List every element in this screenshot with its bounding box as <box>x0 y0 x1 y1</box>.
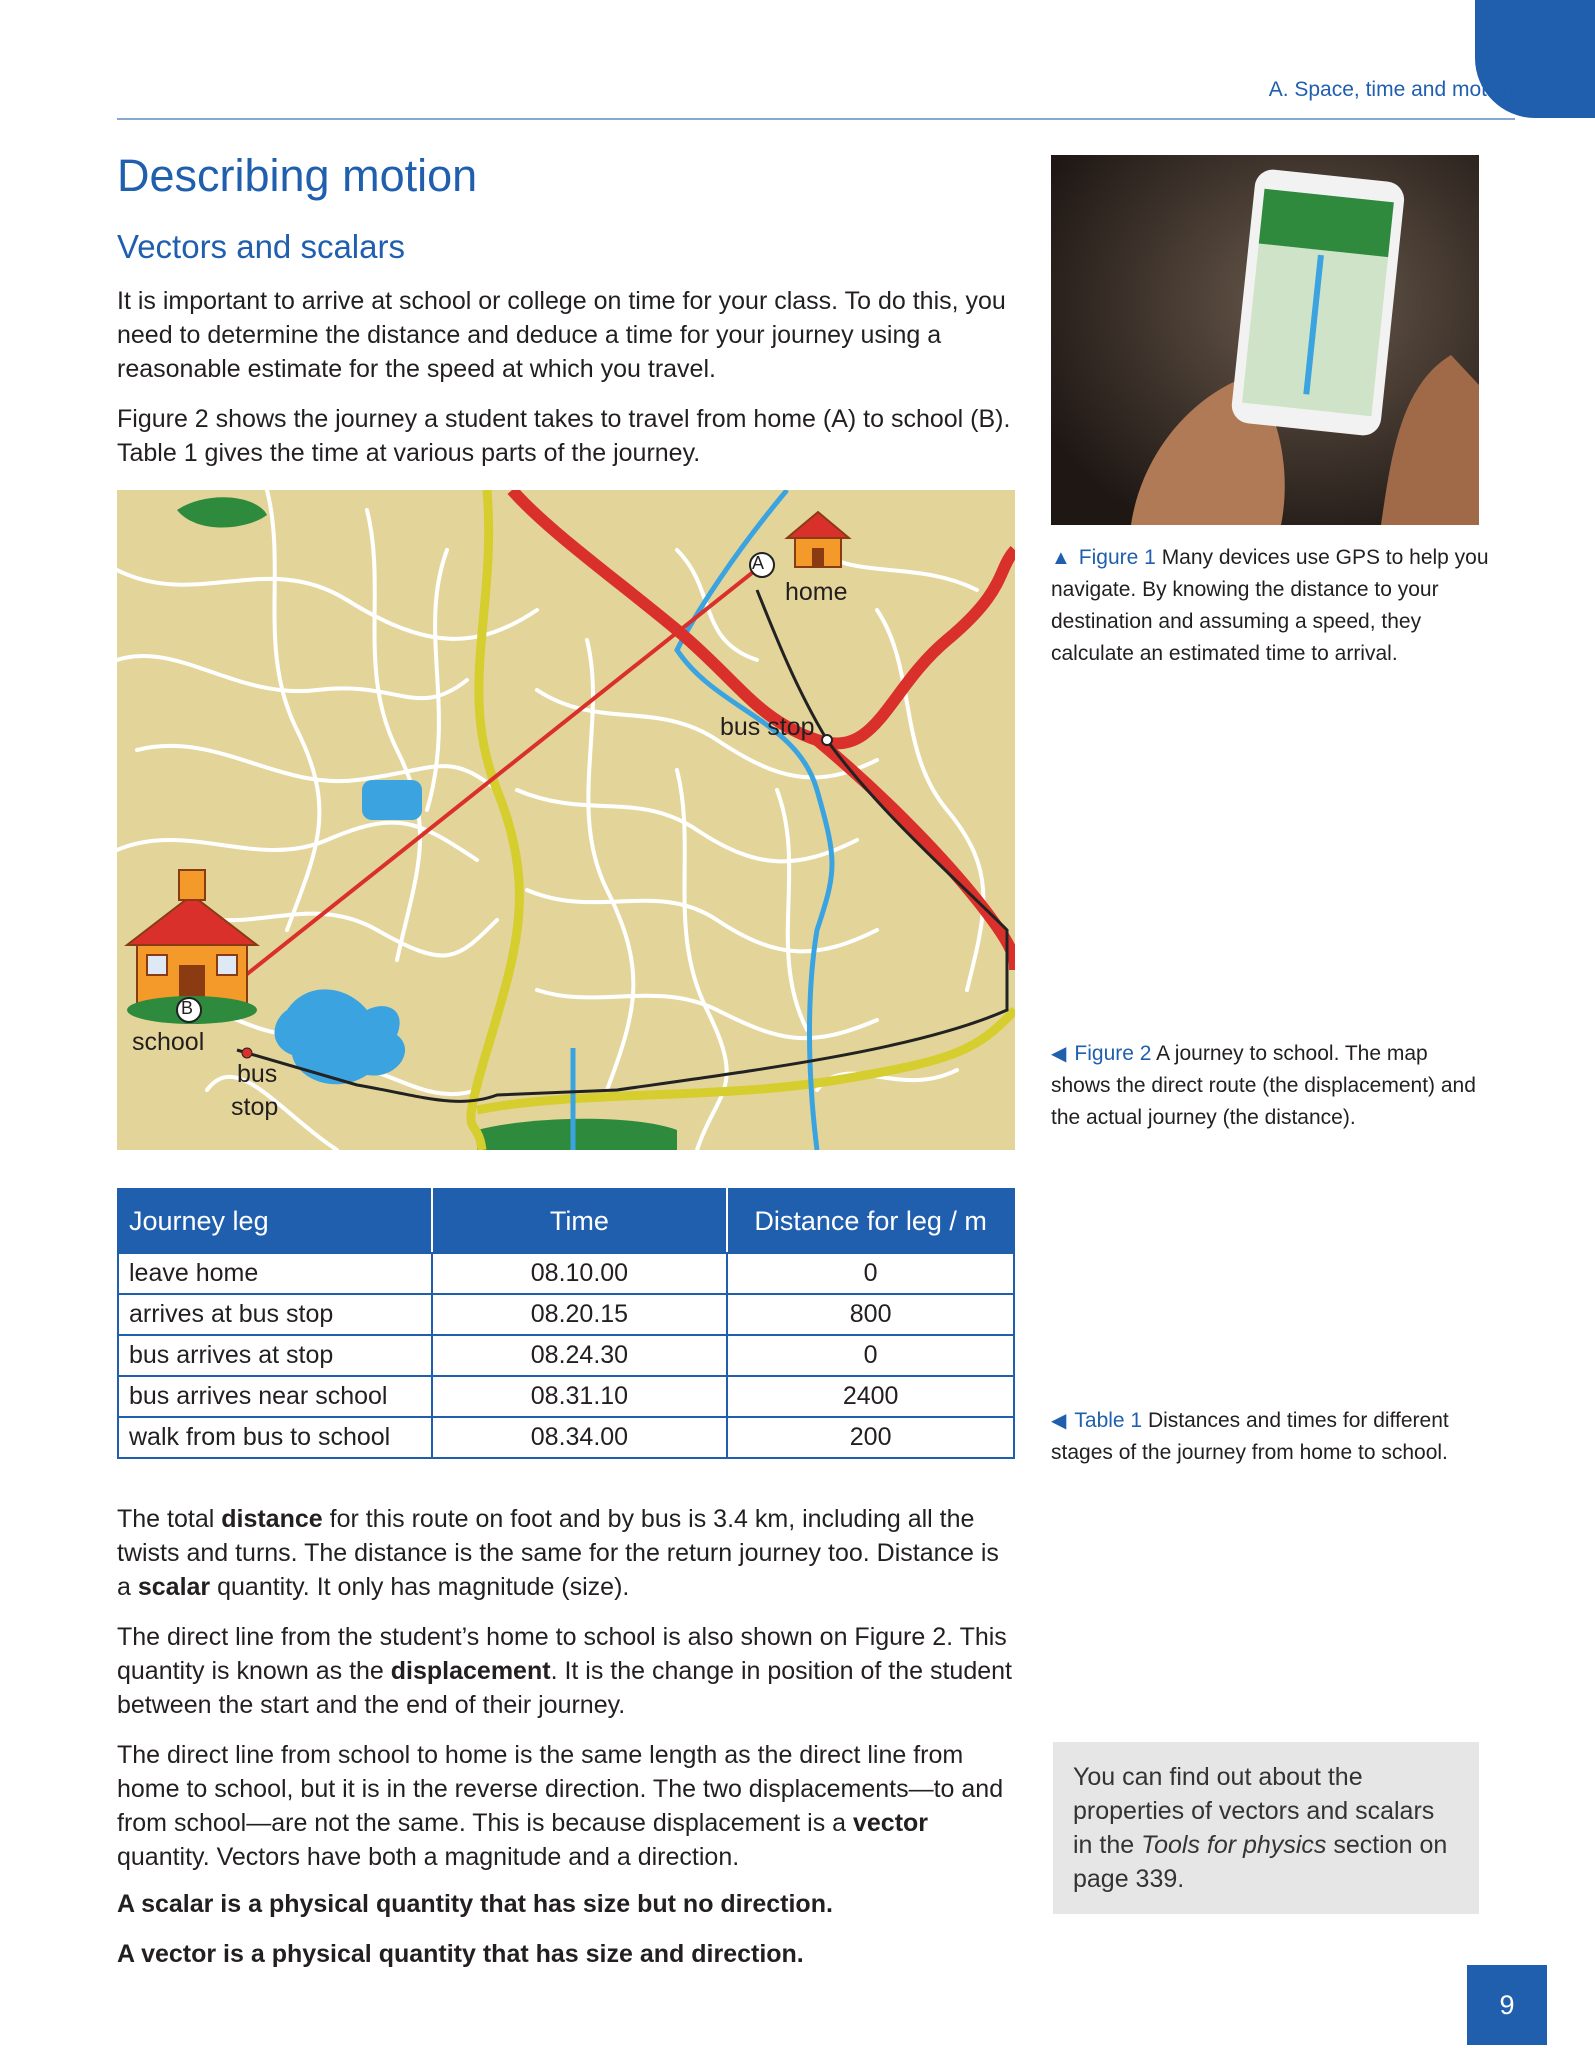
table-cell-distance: 2400 <box>727 1376 1014 1417</box>
page-title: Describing motion <box>117 150 478 201</box>
header-rule <box>117 118 1515 120</box>
figure1-label: Figure 1 <box>1078 546 1156 569</box>
journey-table <box>117 1188 1015 1459</box>
term-scalar: scalar <box>137 1573 211 1601</box>
table1-text: Distances and times for different stages of the journey from home to school. <box>1051 1409 1449 1464</box>
school-marker: B <box>181 998 194 1018</box>
table-row <box>118 1335 1014 1376</box>
table-row <box>118 1253 1014 1294</box>
phone-illustration <box>1051 155 1479 525</box>
table1-label: Table 1 <box>1074 1409 1143 1432</box>
section-subtitle: Vectors and scalars <box>117 228 405 265</box>
journey-map <box>117 490 1015 1150</box>
home-label: home <box>785 578 848 606</box>
tools-for-physics-note <box>1053 1742 1479 1914</box>
table-cell-distance: 200 <box>727 1417 1014 1458</box>
table-cell-time: 08.31.10 <box>432 1376 728 1417</box>
table-cell-time: 08.20.15 <box>432 1294 728 1335</box>
vector-definition: A vector is a physical quantity that has size and direction. <box>117 1940 804 1968</box>
table-row <box>118 1376 1014 1417</box>
table-cell-time: 08.34.00 <box>432 1417 728 1458</box>
home-marker: A <box>752 553 765 573</box>
table-cell-leg: bus arrives at stop <box>118 1335 432 1376</box>
term-displacement: displacement <box>390 1657 551 1685</box>
note-c: section on page 339. <box>1073 1831 1448 1893</box>
figure2-caption <box>1051 1038 1491 1134</box>
term-distance: distance <box>221 1505 323 1533</box>
table-header-row <box>118 1189 1014 1253</box>
table-cell-distance: 0 <box>727 1253 1014 1294</box>
p2-a: The direct line from the student’s home to school is also shown on Figure 2. This quantity is known as the <box>117 1623 1007 1685</box>
gps-phone-photo <box>1051 155 1479 525</box>
table-cell-leg: walk from bus to school <box>118 1417 432 1458</box>
caption-triangle-left-icon: ◀ <box>1051 1410 1067 1432</box>
p1-e: quantity. It only has magnitude (size). <box>210 1573 630 1601</box>
school-label: school <box>132 1028 205 1056</box>
table1-caption <box>1051 1405 1491 1469</box>
p3-c: quantity. Vectors have both a magnitude and a direction. <box>117 1843 740 1871</box>
intro-paragraph-2: Figure 2 shows the journey a student takes to travel from home (A) to school (B). Table 1 gives the time at various parts of the journey. <box>117 405 1011 467</box>
p1-c: for this route on foot and by bus is 3.4 km, including all the twists and turns. The distance is the same for the return journey too. Distance is a <box>117 1505 999 1601</box>
table-cell-leg: bus arrives near school <box>118 1376 432 1417</box>
table-cell-time: 08.24.30 <box>432 1335 728 1376</box>
intro-paragraph-1: It is important to arrive at school or college on time for your class. To do this, you need to determine the distance and deduce a time for your journey using a reasonable estimate for the speed at which you travel. <box>117 287 1006 383</box>
column-header-journey-leg: Journey leg <box>118 1189 432 1253</box>
chapter-title: A. Space, time and motion <box>1268 78 1515 101</box>
body-paragraph-vector <box>117 1738 1017 1874</box>
caption-triangle-up-icon: ▲ <box>1051 547 1071 569</box>
column-header-time: Time <box>432 1189 728 1253</box>
note-tools-for-physics: Tools for physics <box>1141 1831 1327 1859</box>
figure1-text: Many devices use GPS to help you navigate. By knowing the distance to your destination and assuming a speed, they calculate an estimated time to arrival. <box>1051 546 1489 665</box>
bus-stop-label-top: bus stop <box>720 713 815 741</box>
figure2-label: Figure 2 <box>1074 1042 1152 1065</box>
page-number: 9 <box>1467 1965 1547 2045</box>
table-row <box>118 1294 1014 1335</box>
figure2-text: A journey to school. The map shows the direct route (the displacement) and the actual journey (the distance). <box>1051 1042 1476 1129</box>
table-cell-distance: 800 <box>727 1294 1014 1335</box>
bus-stop-label-bottom-2: stop <box>231 1093 279 1121</box>
bus-stop-label-bottom-1: bus <box>237 1060 278 1088</box>
table-cell-distance: 0 <box>727 1335 1014 1376</box>
p2-c: . It is the change in position of the student between the start and the end of their journey. <box>117 1657 1012 1719</box>
note-a: You can find out about the properties of vectors and scalars in the <box>1073 1763 1435 1859</box>
table-cell-leg: arrives at bus stop <box>118 1294 432 1335</box>
figure1-caption <box>1051 542 1491 670</box>
map-drawing <box>117 490 1015 1150</box>
table-row <box>118 1417 1014 1458</box>
body-paragraph-displacement <box>117 1620 1017 1722</box>
body-paragraph-distance <box>117 1502 1017 1604</box>
p1-a: The total <box>117 1505 222 1533</box>
table-cell-time: 08.10.00 <box>432 1253 728 1294</box>
p3-a: The direct line from school to home is the same length as the direct line from home to school, but it is in the reverse direction. The two displacements—to and from school—are not the same. This is because displacement is a <box>117 1741 1004 1837</box>
term-vector: vector <box>853 1809 929 1837</box>
table-cell-leg: leave home <box>118 1253 432 1294</box>
caption-triangle-left-icon: ◀ <box>1051 1043 1067 1065</box>
column-header-distance: Distance for leg / m <box>727 1189 1014 1253</box>
scalar-definition: A scalar is a physical quantity that has size but no direction. <box>117 1890 833 1918</box>
